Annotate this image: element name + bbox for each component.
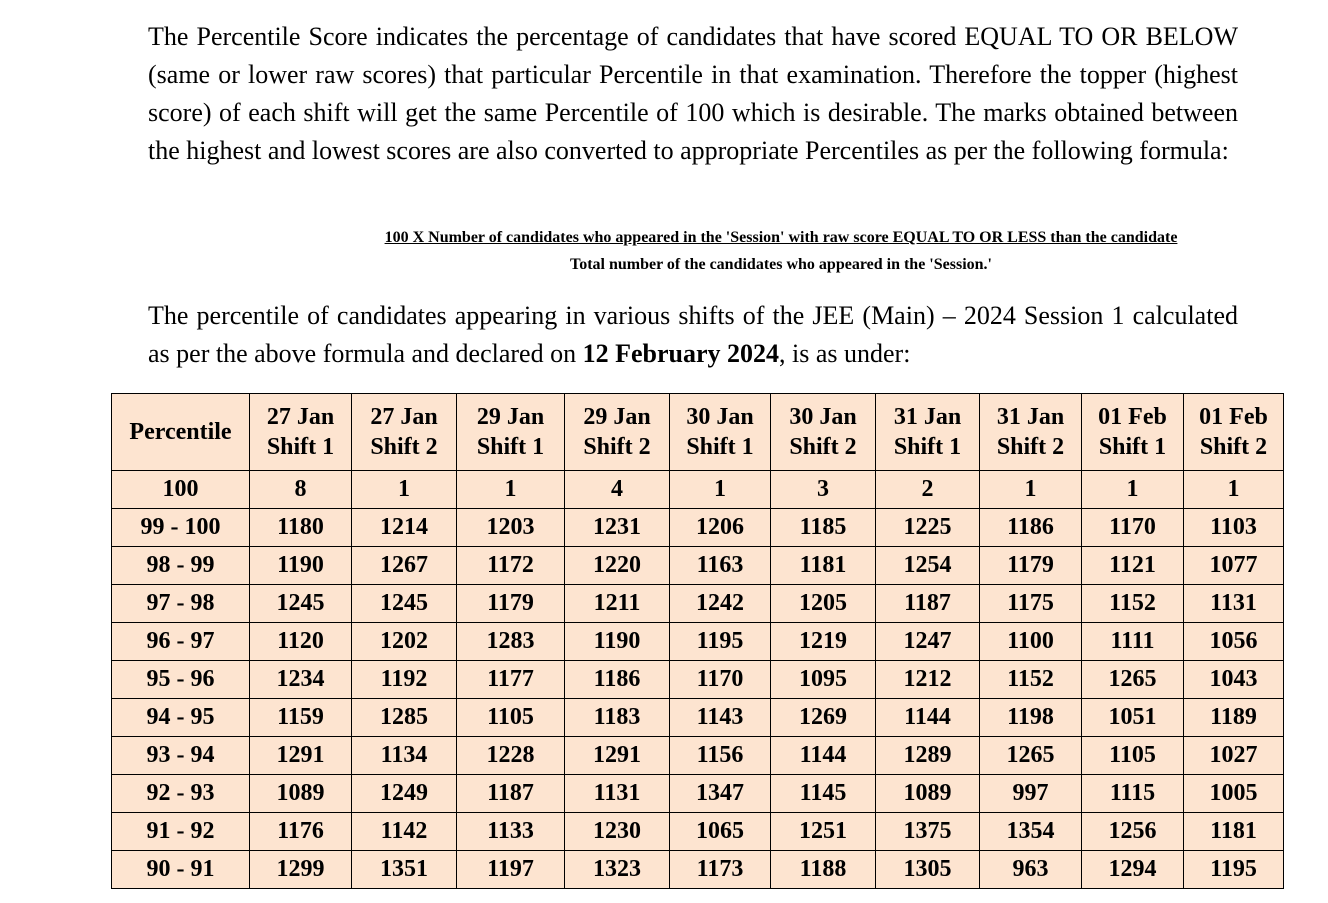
candidate-count: 1156 — [670, 737, 771, 775]
candidate-count: 1027 — [1184, 737, 1284, 775]
candidate-count: 1265 — [980, 737, 1082, 775]
percentile-range: 94 - 95 — [112, 699, 250, 737]
candidate-count: 1144 — [771, 737, 876, 775]
candidate-count: 1220 — [565, 547, 670, 585]
candidate-count: 1242 — [670, 585, 771, 623]
percentile-range: 97 - 98 — [112, 585, 250, 623]
candidate-count: 1186 — [980, 509, 1082, 547]
header-shift — [565, 394, 670, 471]
candidate-count: 1190 — [250, 547, 352, 585]
header-row — [112, 394, 1284, 471]
table-row — [112, 699, 1284, 737]
candidate-count: 1089 — [876, 775, 980, 813]
candidate-count: 1 — [457, 471, 565, 509]
candidate-count: 1195 — [1184, 851, 1284, 889]
candidate-count: 1247 — [876, 623, 980, 661]
table-row — [112, 509, 1284, 547]
candidate-count: 1214 — [352, 509, 457, 547]
candidate-count: 1159 — [250, 699, 352, 737]
header-shift-label: Shift 1 — [686, 434, 754, 460]
candidate-count: 1347 — [670, 775, 771, 813]
candidate-count: 1285 — [352, 699, 457, 737]
header-shift — [457, 394, 565, 471]
candidate-count: 1179 — [457, 585, 565, 623]
candidate-count: 1267 — [352, 547, 457, 585]
candidate-count: 1065 — [670, 813, 771, 851]
candidate-count: 1 — [1184, 471, 1284, 509]
candidate-count: 1289 — [876, 737, 980, 775]
formula-denominator: Total number of the candidates who appeared in the 'Session.' — [570, 256, 992, 273]
header-shift — [1082, 394, 1184, 471]
candidate-count: 1354 — [980, 813, 1082, 851]
header-percentile: Percentile — [112, 394, 250, 471]
candidate-count: 1187 — [457, 775, 565, 813]
candidate-count: 1095 — [771, 661, 876, 699]
percentile-range: 92 - 93 — [112, 775, 250, 813]
percentile-range: 96 - 97 — [112, 623, 250, 661]
table-row — [112, 547, 1284, 585]
candidate-count: 1291 — [250, 737, 352, 775]
header-shift-label: Shift 2 — [583, 434, 651, 460]
candidate-count: 1181 — [1184, 813, 1284, 851]
candidate-count: 1175 — [980, 585, 1082, 623]
table-row — [112, 775, 1284, 813]
candidate-count: 1120 — [250, 623, 352, 661]
candidate-count: 1 — [670, 471, 771, 509]
candidate-count: 1187 — [876, 585, 980, 623]
candidate-count: 1283 — [457, 623, 565, 661]
candidate-count: 1202 — [352, 623, 457, 661]
candidate-count: 1305 — [876, 851, 980, 889]
candidate-count: 1351 — [352, 851, 457, 889]
candidate-count: 1206 — [670, 509, 771, 547]
candidate-count: 1 — [352, 471, 457, 509]
candidate-count: 1152 — [980, 661, 1082, 699]
candidate-count: 1251 — [771, 813, 876, 851]
candidate-count: 1145 — [771, 775, 876, 813]
candidate-count: 1172 — [457, 547, 565, 585]
candidate-count: 1197 — [457, 851, 565, 889]
header-shift-label: Shift 1 — [893, 434, 962, 460]
candidate-count: 1205 — [771, 585, 876, 623]
candidate-count: 3 — [771, 471, 876, 509]
candidate-count: 1170 — [670, 661, 771, 699]
table-intro-paragraph — [148, 297, 1238, 373]
candidate-count: 1231 — [565, 509, 670, 547]
candidate-count: 1077 — [1184, 547, 1284, 585]
header-date: 29 Jan — [476, 404, 545, 430]
header-shift-label: Shift 1 — [476, 434, 545, 460]
formula-numerator: 100 X Number of candidates who appeared in the 'Session' with raw score EQUAL TO OR LESS than the candidate — [384, 229, 1178, 246]
candidate-count: 1177 — [457, 661, 565, 699]
text: The percentile of candidates appearing in various shifts of the JEE (Main) – 2024 Session 1 calculated as per the above formula and declared on — [148, 301, 1238, 368]
percentile-range: 90 - 91 — [112, 851, 250, 889]
candidate-count: 1051 — [1082, 699, 1184, 737]
candidate-count: 1195 — [670, 623, 771, 661]
candidate-count: 1176 — [250, 813, 352, 851]
header-shift — [771, 394, 876, 471]
candidate-count: 1115 — [1082, 775, 1184, 813]
header-date: 31 Jan — [996, 404, 1065, 430]
header-date: 29 Jan — [583, 404, 651, 430]
candidate-count: 1203 — [457, 509, 565, 547]
percentile-table — [111, 393, 1284, 889]
candidate-count: 1105 — [1082, 737, 1184, 775]
candidate-count: 1212 — [876, 661, 980, 699]
candidate-count: 1211 — [565, 585, 670, 623]
candidate-count: 1100 — [980, 623, 1082, 661]
candidate-count: 1103 — [1184, 509, 1284, 547]
candidate-count: 1245 — [352, 585, 457, 623]
header-shift — [980, 394, 1082, 471]
header-shift — [352, 394, 457, 471]
text: , is as under: — [779, 339, 911, 368]
header-date: 01 Feb — [1098, 404, 1167, 430]
candidate-count: 1291 — [565, 737, 670, 775]
candidate-count: 1375 — [876, 813, 980, 851]
header-date: 30 Jan — [686, 404, 754, 430]
candidate-count: 1299 — [250, 851, 352, 889]
candidate-count: 1134 — [352, 737, 457, 775]
candidate-count: 963 — [980, 851, 1082, 889]
candidate-count: 1245 — [250, 585, 352, 623]
candidate-count: 1269 — [771, 699, 876, 737]
percentile-range: 95 - 96 — [112, 661, 250, 699]
percentile-range: 93 - 94 — [112, 737, 250, 775]
candidate-count: 1105 — [457, 699, 565, 737]
header-date: 27 Jan — [266, 404, 335, 430]
candidate-count: 1043 — [1184, 661, 1284, 699]
candidate-count: 1144 — [876, 699, 980, 737]
table-row — [112, 661, 1284, 699]
header-shift-label: Shift 2 — [370, 434, 438, 460]
header-shift-label: Shift 2 — [789, 434, 857, 460]
candidate-count: 1265 — [1082, 661, 1184, 699]
percentile-range: 91 - 92 — [112, 813, 250, 851]
percentile-range: 98 - 99 — [112, 547, 250, 585]
candidate-count: 1188 — [771, 851, 876, 889]
candidate-count: 1254 — [876, 547, 980, 585]
candidate-count: 1294 — [1082, 851, 1184, 889]
candidate-count: 1186 — [565, 661, 670, 699]
header-shift — [670, 394, 771, 471]
candidate-count: 1189 — [1184, 699, 1284, 737]
candidate-count: 1190 — [565, 623, 670, 661]
header-shift-label: Shift 2 — [1199, 434, 1268, 460]
table-row — [112, 851, 1284, 889]
candidate-count: 1131 — [565, 775, 670, 813]
candidate-count: 1131 — [1184, 585, 1284, 623]
header-shift — [876, 394, 980, 471]
table-row — [112, 737, 1284, 775]
candidate-count: 1183 — [565, 699, 670, 737]
candidate-count: 1133 — [457, 813, 565, 851]
candidate-count: 1192 — [352, 661, 457, 699]
candidate-count: 8 — [250, 471, 352, 509]
header-date: 30 Jan — [789, 404, 857, 430]
percentile-range: 99 - 100 — [112, 509, 250, 547]
header-shift-label: Shift 2 — [996, 434, 1065, 460]
header-shift-label: Shift 1 — [1098, 434, 1167, 460]
candidate-count: 1111 — [1082, 623, 1184, 661]
candidate-count: 1225 — [876, 509, 980, 547]
declaration-date: 12 February 2024 — [582, 339, 780, 368]
candidate-count: 1249 — [352, 775, 457, 813]
header-date: 31 Jan — [893, 404, 962, 430]
candidate-count: 1181 — [771, 547, 876, 585]
candidate-count: 1230 — [565, 813, 670, 851]
candidate-count: 1170 — [1082, 509, 1184, 547]
candidate-count: 1 — [980, 471, 1082, 509]
candidate-count: 1163 — [670, 547, 771, 585]
candidate-count: 997 — [980, 775, 1082, 813]
candidate-count: 4 — [565, 471, 670, 509]
header-date: 01 Feb — [1199, 404, 1268, 430]
table-row — [112, 585, 1284, 623]
candidate-count: 1228 — [457, 737, 565, 775]
candidate-count: 1056 — [1184, 623, 1284, 661]
candidate-count: 1198 — [980, 699, 1082, 737]
candidate-count: 1143 — [670, 699, 771, 737]
candidate-count: 1089 — [250, 775, 352, 813]
candidate-count: 1142 — [352, 813, 457, 851]
percentile-range: 100 — [112, 471, 250, 509]
candidate-count: 1152 — [1082, 585, 1184, 623]
table-row — [112, 813, 1284, 851]
candidate-count: 1323 — [565, 851, 670, 889]
candidate-count: 1179 — [980, 547, 1082, 585]
candidate-count: 1185 — [771, 509, 876, 547]
candidate-count: 1121 — [1082, 547, 1184, 585]
candidate-count: 1180 — [250, 509, 352, 547]
header-shift-label: Shift 1 — [266, 434, 335, 460]
candidate-count: 1219 — [771, 623, 876, 661]
header-shift — [1184, 394, 1284, 471]
candidate-count: 2 — [876, 471, 980, 509]
candidate-count: 1 — [1082, 471, 1184, 509]
table-row — [112, 471, 1284, 509]
candidate-count: 1234 — [250, 661, 352, 699]
header-date: 27 Jan — [370, 404, 438, 430]
header-shift — [250, 394, 352, 471]
candidate-count: 1173 — [670, 851, 771, 889]
intro-paragraph: The Percentile Score indicates the percentage of candidates that have scored EQUAL TO OR BELOW (same or lower raw scores) that particular Percentile in that examination. Therefore the topper (highest score) of each shift will get the same Percentile of 100 which is desirable. The marks obtained between the highest and lowest scores are also converted to appropriate Percentiles as per the following formula: — [148, 22, 1238, 165]
candidate-count: 1005 — [1184, 775, 1284, 813]
candidate-count: 1256 — [1082, 813, 1184, 851]
table-row — [112, 623, 1284, 661]
